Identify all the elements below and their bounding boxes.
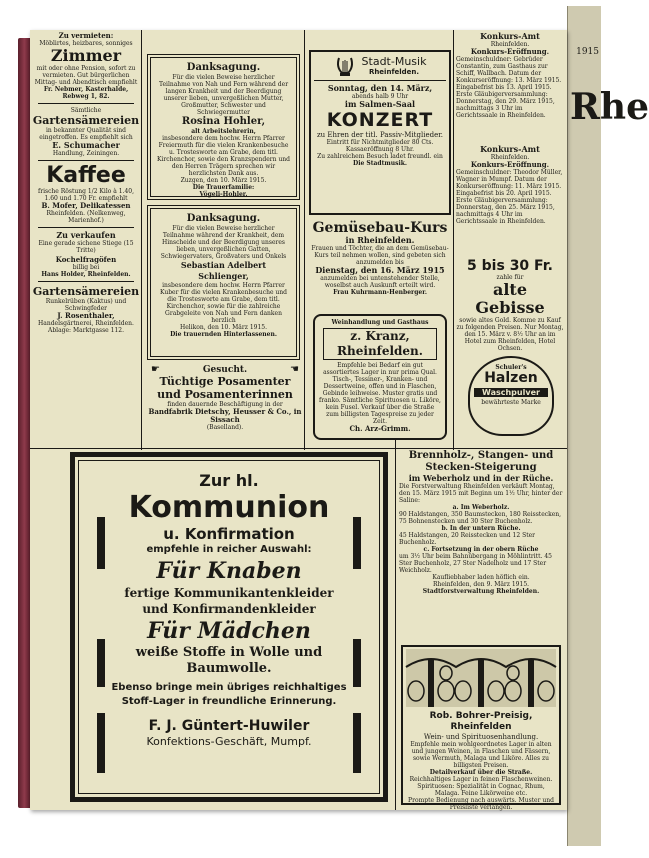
- konkurs-text-2: Erste Gläubigerversammlung: Donnerstag, den 29. März 1915, nachmittags 3 Uhr im Gerichtssaale in Rheinfelden.: [456, 91, 555, 119]
- brennholz-subheading: im Weberholz und in der Rüche.: [408, 473, 554, 483]
- konzert-ad: [309, 50, 451, 215]
- gartensamen-text: in bekannter Qualität sind eingetroffen. Es empfiehlt sich: [39, 127, 133, 141]
- kranz-heading: z. Kranz, Rheinfelden.: [323, 328, 437, 360]
- zimmer-signature: Fr. Nebmer, Kasterhalde, Rebweg 1, 82.: [43, 86, 129, 100]
- konkurs-text: Gemeinschuldner: Gebrüder Constantin, zum Gasthaus zur Schiff, Wallbach. Datum der Konkurseröffnung: 13. März 1915. Eingabefrist bis 13. April 1915.: [456, 56, 562, 91]
- konkurs-heading: Konkurs-Amt: [480, 31, 540, 41]
- kranz-signature: Ch. Arz-Grimm.: [349, 424, 411, 433]
- konkurs-heading: Konkurs-Amt: [480, 144, 540, 154]
- konzert-time: abends halb 9 Uhr: [351, 93, 409, 100]
- kommunion-also: Ebenso bringe mein übriges reichhaltiges Stoff-Lager in freundliche Erinnerung.: [111, 682, 347, 707]
- gartensamen2-text: Runkelrüben (Kaktus) und Schwingfeder: [45, 298, 127, 312]
- bohrer-text: Empfehle mein wohlgeordnetes Lager in alten und jungen Weinen, in Flaschen und Fässern, sowie Wermuth, Malaga und Liköre. Alles zu billigsten Preisen.: [410, 741, 552, 769]
- bohrer-spirituosen: Spirituosen: Spezialität in Cognac, Rhum, Malaga. Feine Likörweine etc.: [417, 783, 545, 797]
- konzert-signature: Die Stadtmusik.: [353, 160, 407, 167]
- gemuesebau-date: Dienstag, den 16. März 1915: [315, 265, 445, 275]
- danksagung-heading: Danksagung.: [186, 213, 261, 224]
- danksagung-text: Für die vielen Beweise herzlicher Teilnahme von Nah und Fern während der langen Krankheit und der Beerdigung unserer lieben, unvergeßlichen Mutter, Großmutter, Schwester und Schwiegermutter: [158, 74, 289, 116]
- next-page-edge: [567, 6, 649, 846]
- gemuesebau-text-2: anzumelden bei untenstehender Stelle, woselbst auch Auskunft erteilt wird.: [320, 275, 440, 289]
- gesucht-posamenter-ad: [145, 364, 305, 446]
- kaffee-heading: Kaffee: [46, 163, 126, 188]
- gartensamen-signature-2: Handlung, Zeiningen.: [52, 150, 120, 157]
- danksagung-schlienger-ad: [147, 205, 300, 360]
- kaffee-signature: B. Mofer, Delikatessen: [41, 201, 131, 210]
- samen-intro: Sämtliche: [70, 107, 102, 114]
- brennholz-section-c-text: um 3½ Uhr beim Bahnübergang in Möhlintritt. 45 Ster Buchenholz, 27 Ster Nadelholz und 17 Ster Weichholz.: [399, 553, 552, 574]
- kranz-top: Weinhandlung und Gasthaus: [331, 319, 429, 326]
- gesucht-line-2: und Posamenterinnen: [157, 388, 293, 401]
- gesucht-heading: Gesucht.: [202, 364, 248, 375]
- konzert-subtitle: zu Ehren der titl. Passiv-Mitglieder.: [316, 131, 444, 139]
- brennholz-section-c: c. Fortsetzung in der obern Rüche: [423, 546, 539, 553]
- zimmer-text: mit oder ohne Pension, sofort zu vermieten. Gut bürgerlichen Mittag- und Abendtisch empfiehlt: [34, 65, 138, 86]
- kranz-text: Empfehle bei Bedarf ein gut assortiertes Lager in nur prima Qual. Tisch-, Tessiner-, Kranken- und Dessertweine, offen und in Flaschen, Gebinde leihweise. Muster gratis und franko. Sämtliche Spirituosen u. Liköre, kein Fusel. Verkauf über die Straße zum billigsten Tagespreise zu jeder Zeit.: [319, 362, 441, 425]
- zimmer-heading: Zimmer: [50, 46, 122, 65]
- gesucht-line-1: Tüchtige Posamenter: [159, 375, 291, 388]
- zimmer-intro: Möblirtes, heizbares, sonniges: [39, 40, 133, 47]
- kommunion-heading: Kommunion: [128, 490, 330, 525]
- lyre-icon: [334, 55, 356, 77]
- kochelfragoefen-signature: Hans Holder, Rheinfelden.: [41, 271, 131, 278]
- maedchen-heading: Für Mädchen: [147, 618, 311, 644]
- brennholz-section-b: b. In der untern Rüche.: [441, 525, 521, 532]
- knaben-text: fertige Kommunikantenkleider und Konfirmandenkleider: [124, 586, 334, 616]
- gartensamen2-heading: Gartensämereien: [32, 285, 140, 298]
- halzen-waschpulver-logo: [468, 356, 554, 436]
- konkurs-subheading: Konkurs-Eröffnung.: [470, 160, 550, 169]
- brennholz-text: Die Forstverwaltung Rheinfelden verkäuft Montag, den 15. März 1915 mit Beginn um 1½ Uhr, hinter der Saline:: [399, 483, 563, 504]
- halzen-name: Halzen: [484, 370, 538, 386]
- kommunion-subheading: u. Konfirmation: [163, 525, 295, 543]
- danksagung-signature: Die trauernden Hinterlassenen.: [170, 331, 277, 338]
- halzen-product: Waschpulver: [474, 388, 548, 397]
- wine-cellar-illustration: [406, 649, 556, 707]
- brennholz-date: Rheinfelden, den 9. März 1915.: [432, 581, 530, 588]
- danksagung-text-2: insbesondere dem hochw. Herrn Pfarrer Kuber für die vielen Krankenbesuche und die Trostesworte am Grabe, dem titl. Kirchenchor, sowie für die zahlreiche Grabgeleite von Nah und Fern danken herzlich: [160, 282, 287, 324]
- gebisse-price: 5 bis 30 Fr.: [467, 258, 553, 274]
- konkurs-place: Rheinfelden.: [490, 41, 530, 48]
- bohrer-detail-2: Reichhaltiges Lager in feinen Flaschenweinen.: [409, 776, 553, 783]
- konzert-invite: Zu zahlreichem Besuch ladet freundl. ein: [317, 153, 443, 160]
- halzen-brand: Schuler's: [495, 364, 527, 371]
- kommunion-recommend: empfehle in reicher Auswahl:: [146, 544, 312, 555]
- gartensamen-signature: E. Schumacher: [52, 140, 120, 150]
- danksagung-date: Zuzgen, den 10. März 1915.: [180, 177, 267, 184]
- gebisse-text: sowie altes Gold. Komme zu Kauf zu folgenden Preisen. Nur Montag, den 15. März v. 8½ Uhr an im Hotel zum Rheinfelden, Hotel Ochsen.: [456, 317, 564, 352]
- brennholz-section-b-text: 45 Haldstangen, 20 Reisstecken und 12 Ster Buchenholz.: [399, 532, 536, 546]
- bohrer-weinhandlung-ad: [401, 645, 561, 811]
- konzert-title: KONZERT: [326, 109, 434, 131]
- pointing-hand-icon: ☚: [290, 364, 299, 375]
- kaffee-signature-2: Rheinfelden. (Nelkenweg, Marienhof.): [46, 210, 126, 224]
- bohrer-detail: Detailverkauf über die Straße.: [429, 769, 533, 776]
- gartensamen2-signature-2: Handelsgärtnerei, Rheinfelden. Ablage: Marktgasse 112.: [38, 320, 134, 334]
- gemuesebau-kurs-ad: [309, 220, 451, 310]
- gesucht-signature: Bandfabrik Dietschy, Heusser & Co., in Sissach: [148, 407, 302, 424]
- gartensamen2-signature: J. Rosenthaler,: [57, 311, 115, 320]
- bohrer-signature: Prompte Bedienung nach auswärts. Muster und Preisliste verlangen.: [408, 797, 554, 811]
- konkurs-subheading: Konkurs-Eröffnung.: [470, 47, 550, 56]
- kochelfragoefen-text: billig bei: [72, 264, 100, 271]
- gartensamen-heading: Gartensämereien: [32, 114, 140, 127]
- kommunion-ad: [70, 452, 388, 802]
- brennholz-signature: Stadtforstverwaltung Rheinfelden.: [422, 588, 540, 595]
- brennholz-note: Kaufliebhaber laden höflich ein.: [432, 574, 530, 581]
- danksagung-signature-2: Vögeli-Hohler.: [199, 191, 248, 198]
- konzert-header: Stadt-Musik: [361, 55, 427, 68]
- next-page-masthead: Rhe: [570, 86, 649, 128]
- bohrer-subheading: Wein- und Spirituosenhandlung.: [423, 733, 539, 741]
- gebisse-pre: zahle für: [496, 274, 524, 281]
- column-classifieds-left: [32, 32, 140, 447]
- danksagung-heading: Danksagung.: [186, 62, 261, 73]
- deceased-name: Rosina Hohler,: [181, 116, 266, 127]
- knaben-heading: Für Knaben: [156, 558, 302, 584]
- konkurs-text-2: Erste Gläubigerversammlung: Donnerstag, den 25. März 1915, nachmittags 4 Uhr im Gerichtssaale in Rheinfelden.: [456, 197, 555, 225]
- brennholz-section-a: a. Im Weberholz.: [452, 504, 510, 511]
- konkurs-amt-1-ad: [456, 32, 564, 142]
- konkurs-place: Rheinfelden.: [490, 154, 530, 161]
- danksagung-hohler-ad: [147, 54, 300, 200]
- gebisse-ad: [456, 258, 564, 353]
- konzert-entry: Eintritt für Nichtmitglieder 80 Cts.: [326, 139, 434, 146]
- halzen-tagline: bewährteste Marke: [481, 399, 541, 406]
- kommunion-zur: Zur hl.: [199, 471, 259, 490]
- danksagung-text: Für die vielen Beweise herzlicher Teilnahme während der Krankheit, dem Hinscheide und der Beerdigung unseres lieben, unvergeßlichen Gatten, Schwiegervaters, Großvaters und Onkels: [160, 225, 287, 260]
- danksagung-signature: Die Trauerfamilie:: [192, 184, 255, 191]
- pointing-hand-icon: ☛: [151, 364, 160, 375]
- konzert-cash-open: Kassaeröffnung 8 Uhr.: [345, 146, 415, 153]
- bohrer-heading: Rob. Bohrer-Preisig, Rheinfelden: [429, 711, 533, 732]
- gebisse-heading: alte Gebisse: [475, 280, 545, 317]
- kommunion-firm-subtitle: Konfektions-Geschäft, Mumpf.: [146, 735, 312, 748]
- gemuesebau-place: in Rheinfelden.: [345, 235, 415, 245]
- kranz-weinhandlung-ad: [313, 314, 447, 440]
- konzert-header-2: Rheinfelden.: [368, 68, 420, 76]
- gemuesebau-heading: Gemüsebau-Kurs: [312, 220, 448, 236]
- verkaufen-heading: Zu verkaufen: [56, 230, 116, 240]
- brennholz-steigerung-ad: [399, 450, 563, 640]
- gemuesebau-text: Frauen und Töchter, die an dem Gemüsebau-Kurs teil nehmen wollen, sind gebeten sich anzumelden bis: [311, 245, 449, 266]
- gemuesebau-signature: Frau Kuhrmann-Henberger.: [333, 289, 427, 296]
- kochelfragoefen-heading: Kochelfragöfen: [55, 255, 117, 264]
- brennholz-heading: Brennholz-, Stangen- und Stecken-Steigerung: [408, 450, 554, 473]
- konzert-date: Sonntag, den 14. März,: [327, 83, 433, 93]
- page-number: 1915: [576, 47, 599, 57]
- konzert-venue: im Salmen-Saal: [344, 99, 416, 109]
- danksagung-date: Helikon, den 10. März 1915.: [180, 324, 267, 331]
- deceased-name: Sebastian Adelbert Schlienger,: [180, 260, 267, 281]
- kommunion-firm: F. J. Güntert-Huwiler: [148, 718, 310, 734]
- konkurs-amt-2-ad: [456, 145, 564, 253]
- maedchen-text: weiße Stoffe in Wolle und Baumwolle.: [135, 645, 323, 676]
- gesucht-signature-2: (Baselland).: [206, 424, 244, 431]
- verkaufen-text: Eine gerade sichene Stiege (15 Tritte): [38, 240, 134, 254]
- danksagung-text-2: insbesondere dem hochw. Herrn Pfarrer Freiermuth für die vielen Krankenbesuche u. Trostesworte am Grabe, dem titl. Kirchenchor, sowie den Kranzspendern und den Herren Trägern sprechen wir herzlichsten Dank aus.: [156, 135, 291, 177]
- konkurs-text: Gemeinschuldner: Theodor Müller, Wagner in Mumpf. Datum der Konkurseröffnung: 11. März 1915. Eingabefrist bis 20. April 1915.: [456, 169, 563, 197]
- newspaper-page: [30, 30, 567, 810]
- brennholz-section-a-text: 90 Haldstangen, 350 Baumstecken, 180 Reisstecken, 75 Bohnenstecken und 30 Ster Buchenholz.: [399, 511, 562, 525]
- gesucht-text: finden dauernde Beschäftigung in der: [167, 401, 283, 408]
- kaffee-text: frische Röstung 1/2 Kilo à 1.40, 1.60 und 1.70 Fr. empfiehlt: [37, 188, 135, 202]
- deceased-title: alt Arbeitslehrerin,: [191, 128, 256, 135]
- vermieten-heading: Zu vermieten:: [58, 31, 114, 40]
